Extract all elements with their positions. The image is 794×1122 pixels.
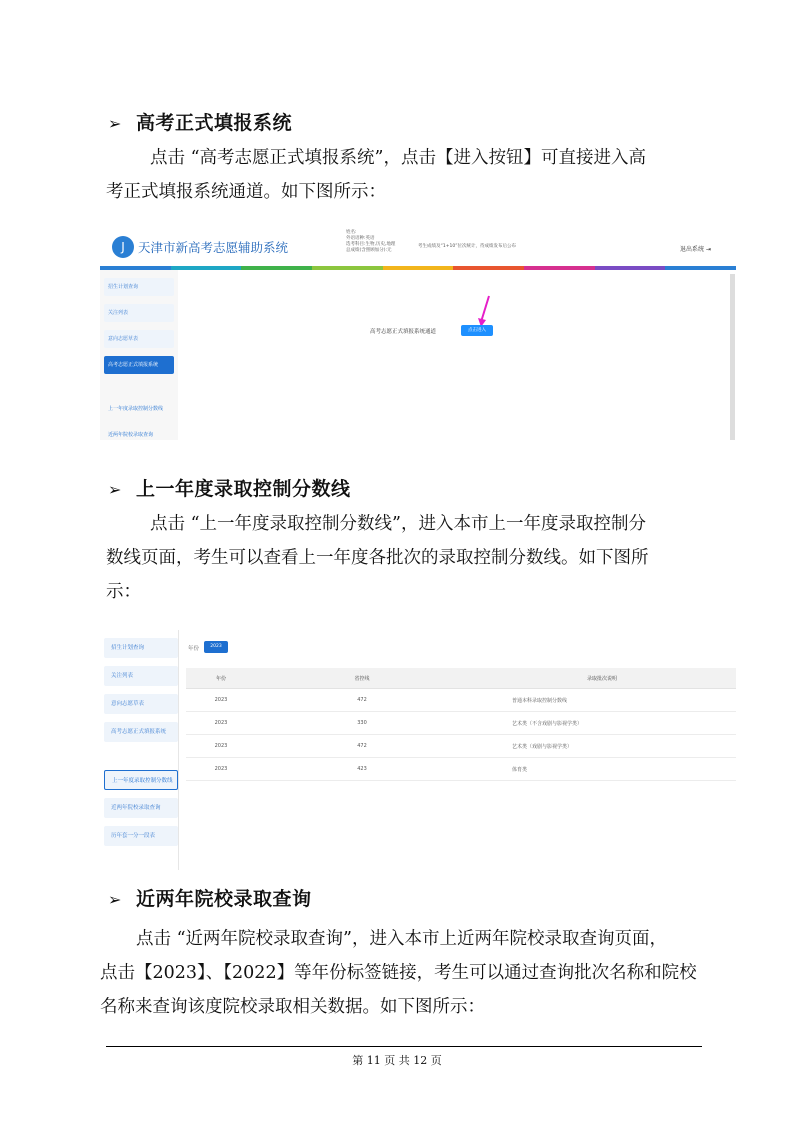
table-row [186,712,736,735]
sidebar-item-control-line[interactable]: 上一年度录取控制分数线 [108,406,164,412]
page-footer: 第 11 页 共 12 页 [352,1054,442,1067]
paragraph-2 [106,507,706,609]
sidebar-item-formal-filing[interactable]: 高考志愿正式填报系统 [104,722,178,742]
sidebar-item-enrollment-plan[interactable]: 招生计划查询 [104,638,178,658]
color-stripe [100,266,736,270]
user-score: 总成绩(含照顾加分):无 [346,248,392,253]
cell-desc: 艺术类（戏剧与影视学类） [468,735,736,758]
arrow-bullet-icon: ➢ [108,480,122,499]
control-line-table [186,668,736,781]
user-info [346,230,395,254]
channel-label: 高考志愿正式填报系统通道 [370,329,437,335]
cell-desc: 艺术类（不含戏剧与影视学类） [468,712,736,735]
sidebar-item-admission-query[interactable]: 近两年院校录取查询 [104,798,178,818]
cell-score: 330 [256,712,468,735]
heading-text: 上一年度录取控制分数线 [136,478,351,500]
cell-score: 472 [256,689,468,712]
enter-button[interactable]: 点击进入 [461,325,493,336]
cell-score: 472 [256,735,468,758]
table-row [186,758,736,781]
arrow-bullet-icon: ➢ [108,114,122,133]
system-logo-icon: J [112,236,134,258]
sidebar-item-draft[interactable]: 意向志愿草表 [104,694,178,714]
para-line: 点击 “近两年院校录取查询”，进入本市上近两年院校录取查询页面， [136,929,667,949]
col-header-year: 年份 [186,668,256,689]
para-line: 考正式填报系统通道。如下图所示： [106,182,386,202]
cell-year: 2023 [186,689,256,712]
section-heading-2 [108,474,351,501]
sidebar-item-formal-filing[interactable]: 高考志愿正式填报系统 [104,356,174,374]
sidebar [100,630,179,870]
logout-label: 退出系统 [680,246,705,253]
cell-desc: 体育类 [468,758,736,781]
cell-desc: 普通本科录取控制分数线 [468,689,736,712]
sidebar-item-control-line[interactable]: 上一年度录取控制分数线 [104,770,178,790]
year-tag-2023[interactable]: 2023 [204,641,228,653]
section-heading-3 [108,884,312,911]
para-line: 点击【2023】、【2022】等年份标签链接，考生可以通过查询批次名称和院校 [100,963,697,983]
sidebar-item-score-table[interactable]: 历年套一分一段表 [104,826,178,846]
sidebar-item-enrollment-plan[interactable]: 招生计划查询 [104,278,174,296]
sidebar-item-watchlist[interactable]: 关注列表 [104,666,178,686]
cell-year: 2023 [186,735,256,758]
user-subjects: 选考科目:生物,历史,地理 [346,242,396,247]
app-header [100,224,736,266]
para-line: 示： [106,582,141,602]
para-line: 数线页面，考生可以查看上一年度各批次的录取控制分数线。如下图所 [106,548,649,568]
table-row [186,689,736,712]
sidebar-item-watchlist[interactable]: 关注列表 [104,304,174,322]
sidebar-item-admission-query[interactable]: 近两年院校录取查询 [108,432,154,438]
heading-text: 高考正式填报系统 [136,112,293,134]
sidebar [100,270,178,440]
logout-button[interactable] [680,244,711,253]
screenshot-control-line [100,630,736,870]
table-header-row [186,668,736,689]
system-title: 天津市新高考志愿辅助系统 [138,240,289,255]
para-line: 点击 “上一年度录取控制分数线”，进入本市上一年度录取控制分 [150,514,646,534]
paragraph-1 [106,141,706,209]
footer-divider [106,1046,702,1047]
para-line: 点击 “高考志愿正式填报系统”，点击【进入按钮】可直接进入高 [150,148,646,168]
cell-year: 2023 [186,712,256,735]
scrollbar[interactable] [730,274,735,440]
arrow-bullet-icon: ➢ [108,890,122,909]
section-heading-1 [108,108,292,135]
para-line: 名称来查询该度院校录取相关数据。如下图所示： [100,997,485,1017]
logout-icon: ⇥ [705,246,711,253]
col-header-score: 省控线 [256,668,468,689]
cell-year: 2023 [186,758,256,781]
pointer-arrow-icon [476,294,492,328]
paragraph-3 [100,922,740,1024]
user-name: 姓名: [346,230,357,235]
heading-text: 近两年院校录取查询 [136,888,312,910]
table-row [186,735,736,758]
sidebar-item-draft[interactable]: 意向志愿草表 [104,330,174,348]
screenshot-formal-filing-system [100,224,736,440]
user-language: 外语语种:英语 [346,236,375,241]
score-note: 考生成绩及“1+10”位次统计，待成绩发布后公布 [418,244,517,249]
cell-score: 423 [256,758,468,781]
year-label: 年份 [188,646,200,652]
col-header-desc: 录取批次说明 [468,668,736,689]
